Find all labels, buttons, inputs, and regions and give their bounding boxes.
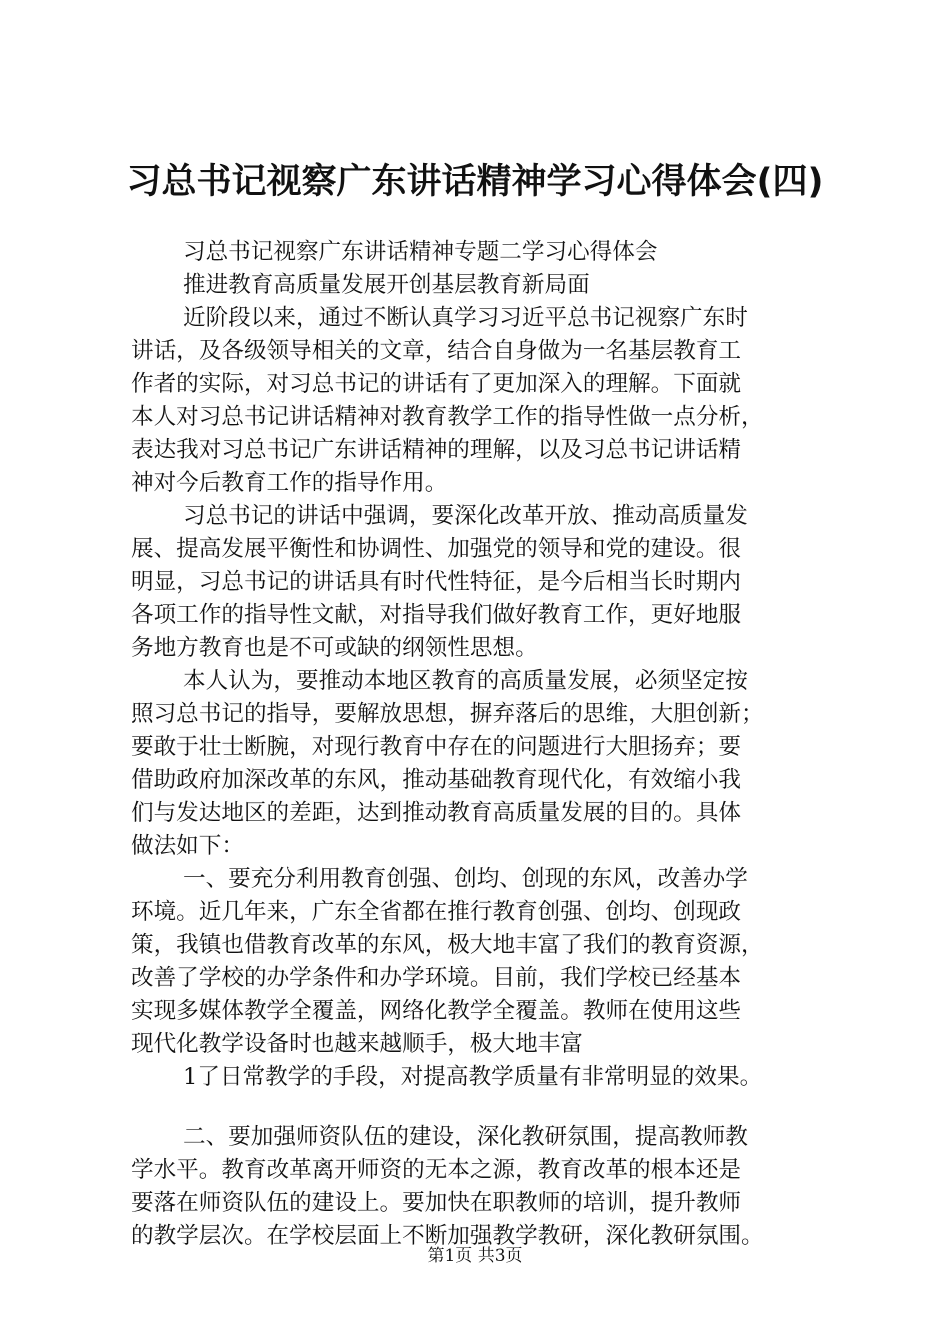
- text-line: 习总书记的讲话中强调，要深化改革开放、推动高质量发: [183, 503, 748, 529]
- paragraph-gap: [131, 1094, 831, 1121]
- paragraph: [131, 863, 831, 1061]
- text-line: 学水平。教育改革离开师资的无本之源，教育改革的根本还是: [131, 1157, 742, 1183]
- text-line: 作者的实际，对习总书记的讲话有了更加深入的理解。下面就: [131, 371, 742, 397]
- text-line: 要落在师资队伍的建设上。要加快在职教师的培训，提升教师: [131, 1190, 742, 1216]
- text-line: 环境。近几年来，广东全省都在推行教育创强、创均、创现政: [131, 899, 742, 925]
- text-line: 的教学层次。在学校层面上不断加强教学教研，深化教研氛围。: [131, 1223, 764, 1249]
- text-line: 1了日常教学的手段，对提高教学质量有非常明显的效果。: [183, 1064, 763, 1090]
- text-line: 各项工作的指导性文献，对指导我们做好教育工作，更好地服: [131, 602, 742, 628]
- document-title: 习总书记视察广东讲话精神学习心得体会(四): [126, 162, 824, 202]
- text-line: 表达我对习总书记广东讲话精神的理解，以及习总书记讲话精: [131, 437, 742, 463]
- text-line: 策，我镇也借教育改革的东风，极大地丰富了我们的教育资源，: [131, 932, 764, 958]
- text-line: 神对今后教育工作的指导作用。: [131, 470, 448, 496]
- text-line: 照习总书记的指导，要解放思想，摒弃落后的思维，大胆创新；: [131, 701, 764, 727]
- document-heading: 推进教育高质量发展开创基层教育新局面: [183, 272, 590, 298]
- text-line: 讲话，及各级领导相关的文章，结合自身做为一名基层教育工: [131, 338, 742, 364]
- document-subtitle: 习总书记视察广东讲话精神专题二学习心得体会: [183, 239, 658, 265]
- text-line: 要敢于壮士断腕，对现行教育中存在的问题进行大胆扬弃；要: [131, 734, 742, 760]
- text-line: 一、要充分利用教育创强、创均、创现的东风，改善办学: [183, 866, 748, 892]
- paragraph: [131, 500, 831, 665]
- document-body: [131, 236, 831, 1253]
- text-line: 本人对习总书记讲话精神对教育教学工作的指导性做一点分析，: [131, 404, 764, 430]
- text-line: 本人认为，要推动本地区教育的高质量发展，必须坚定按: [183, 668, 748, 694]
- paragraph: [131, 1061, 831, 1094]
- text-line: 实现多媒体教学全覆盖，网络化教学全覆盖。教师在使用这些: [131, 998, 742, 1024]
- text-line: 近阶段以来，通过不断认真学习习近平总书记视察广东时: [183, 305, 748, 331]
- text-line: 改善了学校的办学条件和办学环境。目前，我们学校已经基本: [131, 965, 742, 991]
- text-line: 二、要加强师资队伍的建设，深化教研氛围，提高教师教: [183, 1124, 748, 1150]
- text-line: 务地方教育也是不可或缺的纲领性思想。: [131, 635, 538, 661]
- text-line: 们与发达地区的差距，达到推动教育高质量发展的目的。具体: [131, 800, 742, 826]
- text-line: 明显，习总书记的讲话具有时代性特征，是今后相当长时期内: [131, 569, 742, 595]
- text-line: 做法如下：: [131, 833, 244, 859]
- text-line: 借助政府加深改革的东风，推动基础教育现代化，有效缩小我: [131, 767, 742, 793]
- paragraph: [131, 665, 831, 863]
- text-line: 展、提高发展平衡性和协调性、加强党的领导和党的建设。很: [131, 536, 742, 562]
- paragraph: [131, 302, 831, 500]
- page-footer: 第1页 共3页: [427, 1246, 523, 1266]
- paragraph: [131, 1121, 831, 1253]
- text-line: 现代化教学设备时也越来越顺手，极大地丰富: [131, 1031, 583, 1057]
